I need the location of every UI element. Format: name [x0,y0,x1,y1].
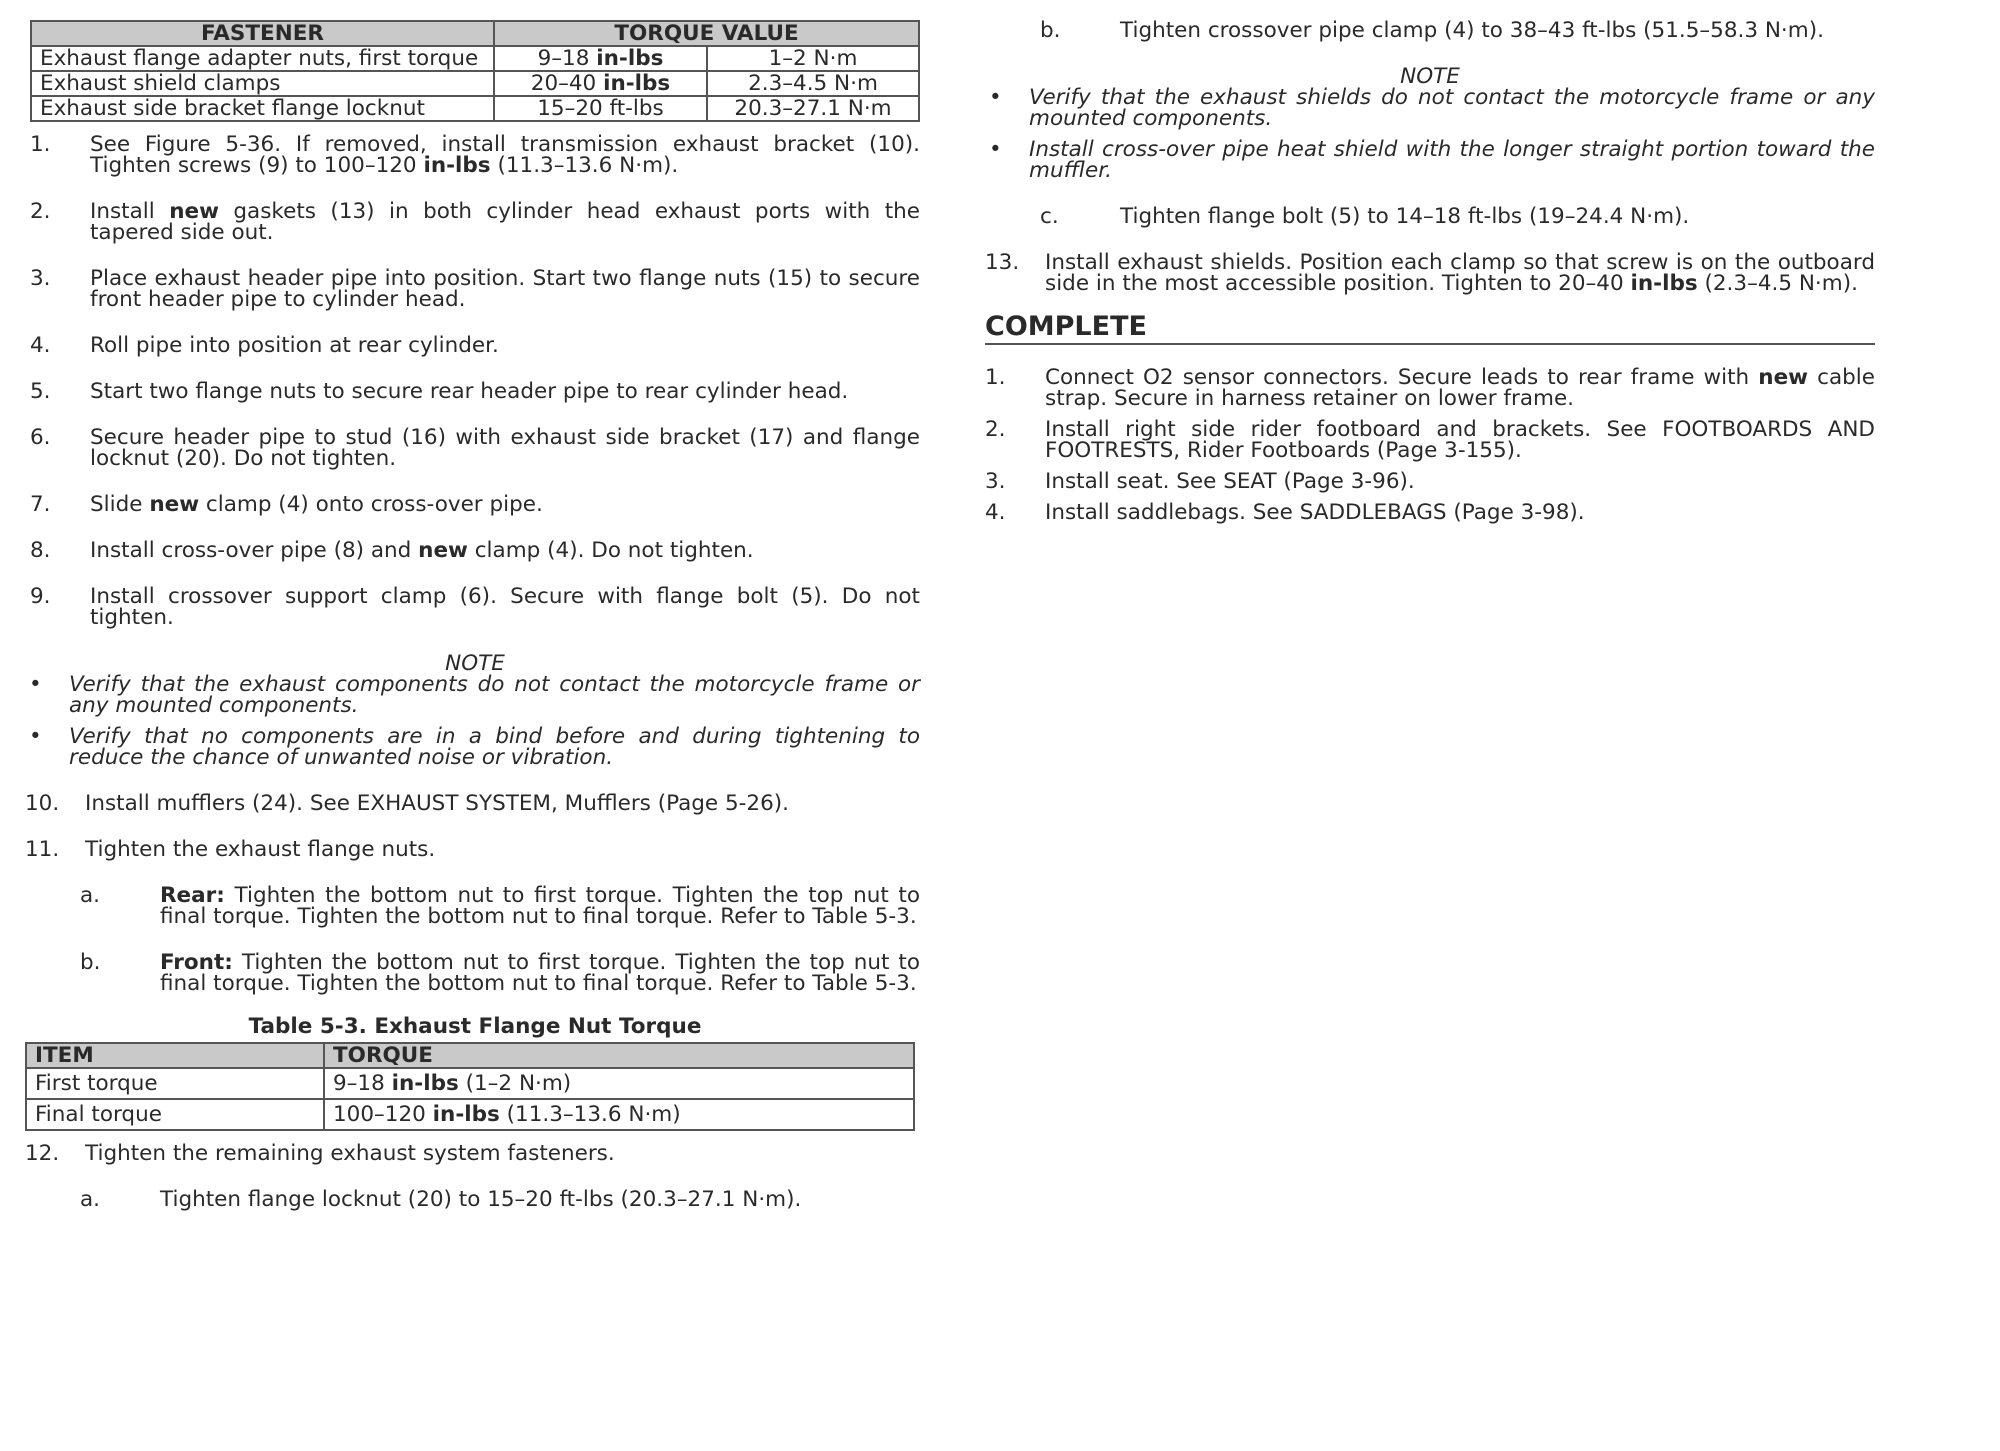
metric-cell: 1–2 N·m [707,46,919,71]
substep-11a [25,885,920,927]
imperial-cell [494,71,707,96]
metric-cell: 20.3–27.1 N·m [707,96,919,121]
step-text: Install seat. See SEAT (Page 3-96). [1045,469,1415,494]
imperial-value: 20–40 [530,71,597,96]
step-7 [30,494,920,515]
step-text: Connect O2 sensor connectors. Secure leads to rear frame with new cable strap. Secure in harness retainer on lower frame. [1045,365,1875,411]
step-2 [30,201,920,243]
step-text: Slide new clamp (4) onto cross-over pipe. [90,492,543,517]
substep-12b [985,20,1875,41]
note-bullet [985,139,1875,181]
step-4 [30,335,920,356]
fastener-torque-table [30,20,920,122]
note-bullet [25,674,920,716]
step-text: Secure header pipe to stud (16) with exhaust side bracket (17) and flange locknut (20). Do not tighten. [90,425,920,471]
step-6 [30,427,920,469]
note-bullet-text: Verify that the exhaust shields do not contact the motorcycle frame or any mounted components. [1029,85,1875,131]
fastener-cell: Exhaust flange adapter nuts, first torque [31,46,494,71]
step-text: Install exhaust shields. Position each clamp so that screw is on the outboard side in the most accessible position. Tighten to 20–40 in-lbs (2.3–4.5 N·m). [1045,250,1875,296]
table-row [26,1099,914,1130]
bullet-mark: • [989,137,1002,162]
step-text: See Figure 5-36. If removed, install transmission exhaust bracket (10). Tighten screws (9) to 100–120 in-lbs (11.3–13.6 N·m). [90,132,920,178]
imperial-cell [494,46,707,71]
step-number: 3. [30,266,51,291]
fastener-header: FASTENER [31,21,494,46]
step-text: Install cross-over pipe (8) and new clamp (4). Do not tighten. [90,538,754,563]
item-header: ITEM [26,1043,324,1068]
step-number: 12. [25,1141,60,1166]
complete-step-2 [985,419,1875,461]
step-number: 11. [25,837,60,862]
step-11 [25,839,920,860]
torque-cell: 9–18 in-lbs (1–2 N·m) [324,1068,914,1099]
fastener-cell: Exhaust shield clamps [31,71,494,96]
right-column [985,20,1875,523]
table-row [31,96,919,121]
step-text: Install saddlebags. See SADDLEBAGS (Page 3-98). [1045,500,1585,525]
step-text: Tighten the remaining exhaust system fasteners. [85,1141,615,1166]
flange-nut-torque-table [25,1042,915,1131]
step-number: 6. [30,425,51,450]
step-8 [30,540,920,561]
substep-text: Front: Tighten the bottom nut to first torque. Tighten the top nut to final torque. Tighten the bottom nut to final torque. Refer to Table 5-3. [160,950,920,996]
complete-step-1 [985,367,1875,409]
step-text: Roll pipe into position at rear cylinder. [90,333,499,358]
imperial-value: 15–20 ft-lbs [537,96,664,121]
step-number: 8. [30,538,51,563]
complete-heading: COMPLETE [985,311,1875,345]
note-bullet [25,726,920,768]
bullet-mark: • [29,672,42,697]
substep-text: Rear: Tighten the bottom nut to first torque. Tighten the top nut to final torque. Tighten the bottom nut to final torque. Refer to Table 5-3. [160,883,920,929]
step-number: 13. [985,250,1020,275]
bullet-mark: • [989,85,1002,110]
substep-label: c. [1040,204,1059,229]
step-number: 5. [30,379,51,404]
step-number: 10. [25,791,60,816]
step-number: 4. [30,333,51,358]
table-row [31,46,919,71]
step-text: Place exhaust header pipe into position. Start two flange nuts (15) to secure front header pipe to cylinder head. [90,266,920,312]
imperial-cell [494,96,707,121]
substep-11b [25,952,920,994]
bullet-mark: • [29,724,42,749]
substep-label: a. [80,1187,101,1212]
step-number: 1. [30,132,51,157]
step-number: 9. [30,584,51,609]
left-column [25,20,921,1212]
note-bullet [985,87,1875,129]
substep-text: Tighten flange bolt (5) to 14–18 ft-lbs (19–24.4 N·m). [1120,204,1690,229]
item-cell: Final torque [26,1099,324,1130]
step-12 [25,1143,920,1164]
table-row [26,1068,914,1099]
note-title: NOTE [445,651,505,676]
fastener-cell: Exhaust side bracket flange locknut [31,96,494,121]
substep-12a [25,1189,920,1210]
step-text: Start two flange nuts to secure rear header pipe to rear cylinder head. [90,379,849,404]
note-bullet-text: Install cross-over pipe heat shield with the longer straight portion toward the muffler. [1029,137,1875,183]
step-number: 1. [985,365,1006,390]
step-text: Install crossover support clamp (6). Secure with flange bolt (5). Do not tighten. [90,584,920,630]
step-3 [30,268,920,310]
table-row [31,71,919,96]
table-header-row [26,1043,914,1068]
step-number: 4. [985,500,1006,525]
imperial-unit: in-lbs [596,46,664,71]
step-text: Install new gaskets (13) in both cylinder head exhaust ports with the tapered side out. [90,199,921,245]
step-number: 7. [30,492,51,517]
torque-value-header: TORQUE VALUE [494,21,919,46]
note-bullet-text: Verify that no components are in a bind before and during tightening to reduce the chance of unwanted noise or vibration. [69,724,920,770]
step-1 [30,134,920,176]
step-5 [30,381,920,402]
complete-step-3 [985,471,1875,492]
step-number: 2. [985,417,1006,442]
step-13 [985,252,1875,294]
torque-cell: 100–120 in-lbs (11.3–13.6 N·m) [324,1099,914,1130]
table-header-row [31,21,919,46]
table-caption: Table 5-3. Exhaust Flange Nut Torque [248,1014,702,1039]
metric-cell: 2.3–4.5 N·m [707,71,919,96]
substep-12c [985,206,1875,227]
note-title: NOTE [1400,64,1460,89]
substep-label: b. [1040,18,1061,43]
step-9 [30,586,920,628]
step-text: Install right side rider footboard and brackets. See FOOTBOARDS AND FOOTRESTS, Rider Footboards (Page 3-155). [1045,417,1875,463]
step-10 [25,793,920,814]
substep-label: a. [80,883,101,908]
note-bullet-text: Verify that the exhaust components do not contact the motorcycle frame or any mounted components. [69,672,920,718]
step-text: Tighten the exhaust flange nuts. [85,837,436,862]
step-text: Install mufflers (24). See EXHAUST SYSTEM, Mufflers (Page 5-26). [85,791,790,816]
substep-text: Tighten flange locknut (20) to 15–20 ft-lbs (20.3–27.1 N·m). [160,1187,802,1212]
step-number: 3. [985,469,1006,494]
torque-header: TORQUE [324,1043,914,1068]
imperial-unit: in-lbs [603,71,671,96]
substep-label: b. [80,950,101,975]
substep-text: Tighten crossover pipe clamp (4) to 38–43 ft-lbs (51.5–58.3 N·m). [1120,18,1824,43]
item-cell: First torque [26,1068,324,1099]
complete-step-4 [985,502,1875,523]
step-number: 2. [30,199,51,224]
imperial-value: 9–18 [537,46,590,71]
